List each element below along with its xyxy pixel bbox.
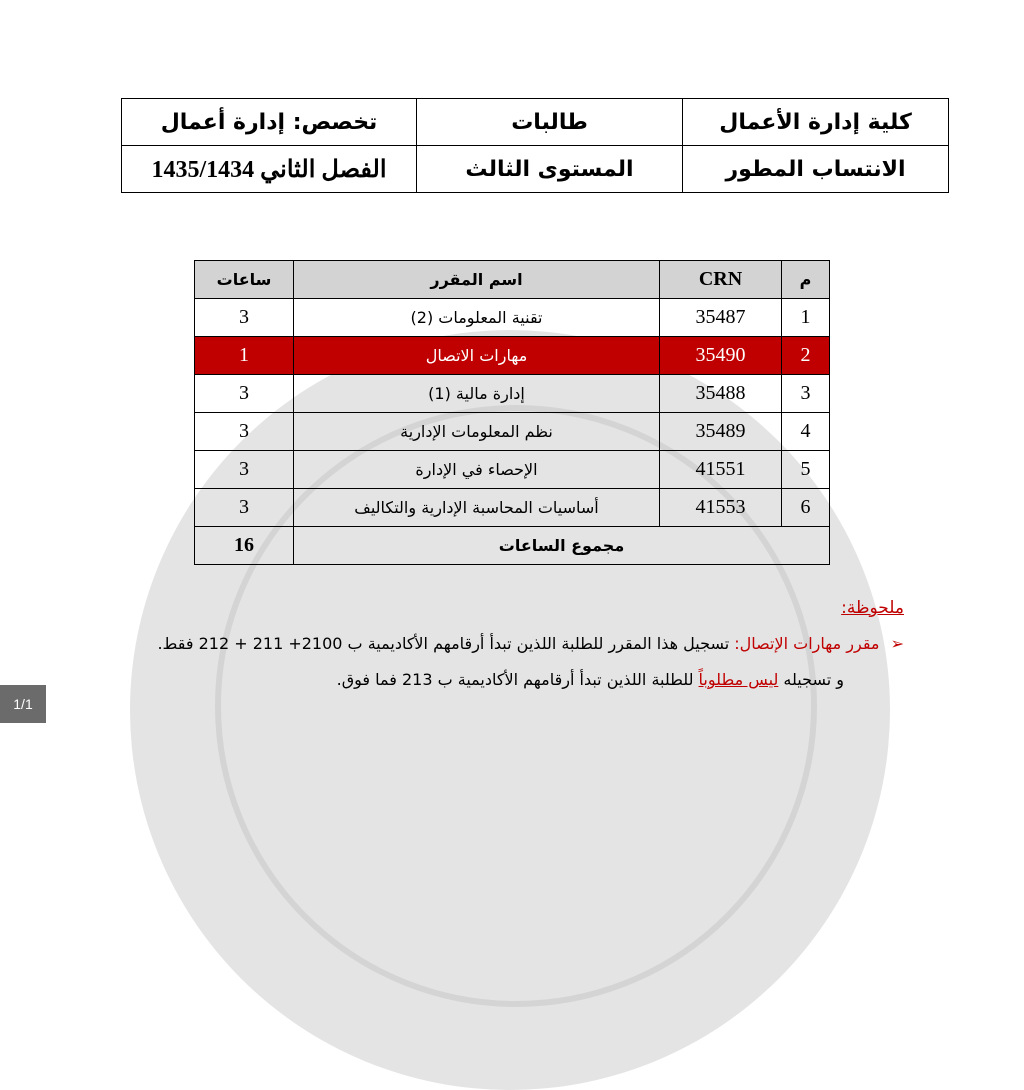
row-course-name: أساسيات المحاسبة الإدارية والتكاليف: [294, 489, 660, 527]
row-num: 3: [782, 375, 830, 413]
row-crn: 41553: [660, 489, 782, 527]
table-row: [195, 299, 830, 337]
note-line-2-prefix: و تسجيله: [783, 670, 844, 689]
total-label: مجموع الساعات: [294, 527, 830, 565]
total-hours: 16: [195, 527, 294, 565]
row-hours: 3: [195, 299, 294, 337]
row-course-name: الإحصاء في الإدارة: [294, 451, 660, 489]
row-crn: 35488: [660, 375, 782, 413]
row-hours: 1: [195, 337, 294, 375]
row-course-name: إدارة مالية (1): [294, 375, 660, 413]
row-num: 2: [782, 337, 830, 375]
total-row: [195, 527, 830, 565]
row-hours: 3: [195, 413, 294, 451]
page-indicator: 1/1: [0, 685, 46, 723]
row-hours: 3: [195, 375, 294, 413]
note-title: ملحوظة:: [841, 598, 904, 618]
header-table: [121, 98, 949, 193]
note-line-2-suffix: للطلبة اللذين تبدأ أرقامهم الأكاديمية ب 213 فما فوق.: [336, 670, 694, 689]
row-num: 4: [782, 413, 830, 451]
courses-table: [194, 260, 830, 565]
note-not-required: ليس مطلوباً: [698, 670, 779, 689]
note-line-1-text: تسجيل هذا المقرر للطلبة اللذين تبدأ أرقامهم الأكاديمية ب 2100+ 211 + 212 فقط.: [157, 634, 730, 653]
row-num: 1: [782, 299, 830, 337]
header-row-1: [122, 99, 949, 146]
col-hours-header: ساعات: [195, 261, 294, 299]
row-num: 5: [782, 451, 830, 489]
note-line-2: [337, 670, 844, 689]
header-row-2: [122, 146, 949, 193]
arrow-bullet-icon: ➢: [890, 634, 904, 653]
table-row-highlighted: [195, 337, 830, 375]
row-course-name: نظم المعلومات الإدارية: [294, 413, 660, 451]
col-num-header: م: [782, 261, 830, 299]
row-course-name: تقنية المعلومات (2): [294, 299, 660, 337]
col-name-header: اسم المقرر: [294, 261, 660, 299]
row-crn: 35490: [660, 337, 782, 375]
table-row: [195, 375, 830, 413]
table-row: [195, 413, 830, 451]
table-row: [195, 489, 830, 527]
row-hours: 3: [195, 451, 294, 489]
note-course-label: مقرر مهارات الإتصال:: [734, 634, 880, 653]
row-num: 6: [782, 489, 830, 527]
row-course-name: مهارات الاتصال: [294, 337, 660, 375]
row-crn: 41551: [660, 451, 782, 489]
program-cell: الانتساب المطور: [683, 146, 949, 193]
specialization-cell: تخصص: إدارة أعمال: [122, 99, 417, 146]
note-line-1: [157, 634, 904, 653]
college-cell: كلية إدارة الأعمال: [683, 99, 949, 146]
semester-cell: الفصل الثاني 1435/1434: [122, 146, 417, 193]
row-crn: 35487: [660, 299, 782, 337]
level-cell: المستوى الثالث: [417, 146, 683, 193]
table-header-row: [195, 261, 830, 299]
row-crn: 35489: [660, 413, 782, 451]
col-crn-header: CRN: [660, 261, 782, 299]
table-row: [195, 451, 830, 489]
row-hours: 3: [195, 489, 294, 527]
students-cell: طالبات: [417, 99, 683, 146]
